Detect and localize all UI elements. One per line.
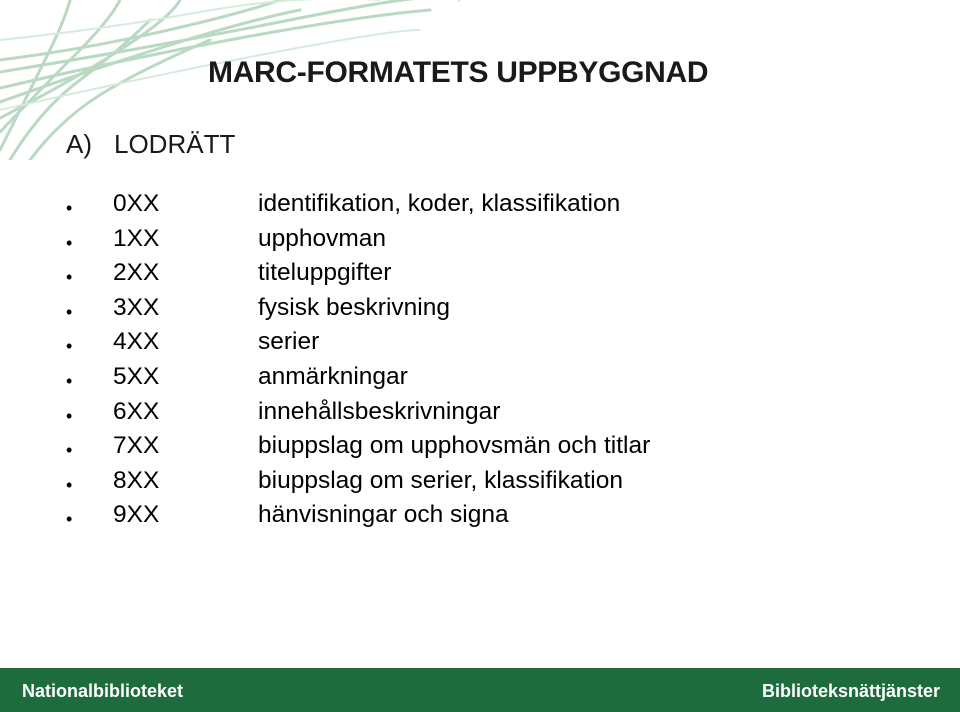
field-description: hänvisningar och signa [258,501,509,529]
bullet-icon: • [66,509,73,530]
field-description: fysisk beskrivning [258,293,450,321]
field-description: biuppslag om serier, klassifikation [258,466,623,494]
bullet-icon: • [66,370,73,391]
bullet-icon: • [66,232,73,253]
field-description: identifikation, koder, klassifikation [258,190,621,217]
field-code: 5XX [113,362,160,390]
field-description: upphovman [258,224,387,252]
section-prefix: A) [66,129,92,159]
field-code: 6XX [113,397,160,425]
footer-bar [0,668,960,712]
footer-logo-biblioteksnattjanster: Biblioteksnättjänster [761,681,940,701]
bullet-icon: • [66,474,73,495]
field-description: serier [258,328,320,356]
field-code: 4XX [113,328,160,356]
footer-logo-nationalbiblioteket: Nationalbiblioteket [22,681,184,701]
field-code: 3XX [113,293,160,321]
field-code: 9XX [113,501,160,529]
field-code: 8XX [113,466,160,494]
field-description: biuppslag om upphovsmän och titlar [258,432,651,460]
bullet-icon: • [66,267,73,288]
bullet-icon: • [66,336,73,357]
field-description: innehållsbeskrivningar [258,397,501,425]
field-code: 0XX [113,190,160,217]
field-description: titeluppgifter [258,259,392,287]
field-code: 7XX [113,432,160,460]
field-code: 2XX [113,259,160,287]
bullet-icon: • [66,198,73,218]
bullet-icon: • [66,405,73,426]
field-code: 1XX [113,224,160,252]
field-description: anmärkningar [258,362,408,390]
section-label: LODRÄTT [114,129,236,159]
page-title: MARC-FORMATETS UPPBYGGNAD [208,56,709,89]
section-heading [66,129,235,160]
bullet-icon: • [66,301,73,322]
bullet-icon: • [66,440,73,461]
